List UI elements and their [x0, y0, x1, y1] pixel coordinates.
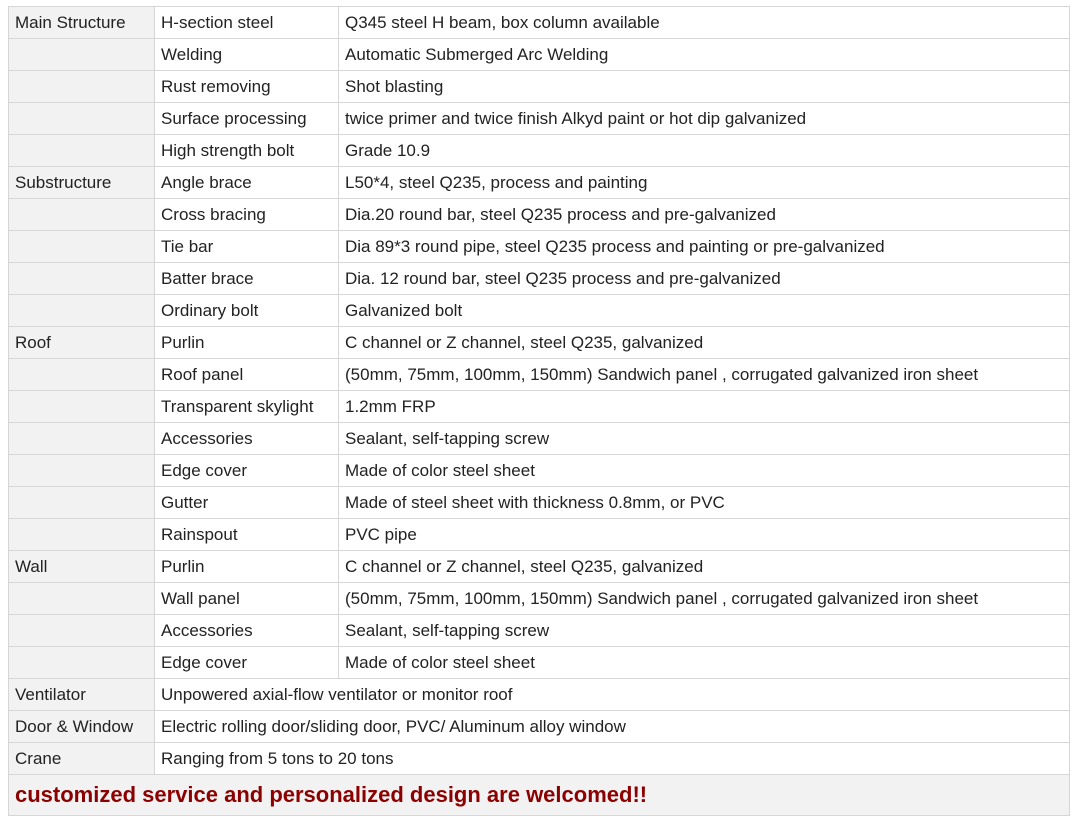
value-cell: Unpowered axial-flow ventilator or monitor roof [155, 679, 1070, 711]
value-cell: (50mm, 75mm, 100mm, 150mm) Sandwich panel , corrugated galvanized iron sheet [339, 583, 1070, 615]
value-cell: Q345 steel H beam, box column available [339, 7, 1070, 39]
category-cell [9, 71, 155, 103]
value-cell: Dia 89*3 round pipe, steel Q235 process and painting or pre-galvanized [339, 231, 1070, 263]
category-cell [9, 39, 155, 71]
value-cell: PVC pipe [339, 519, 1070, 551]
category-cell [9, 455, 155, 487]
value-cell: 1.2mm FRP [339, 391, 1070, 423]
value-cell: Dia. 12 round bar, steel Q235 process and pre-galvanized [339, 263, 1070, 295]
category-cell [9, 231, 155, 263]
table-row [9, 391, 1070, 423]
table-row [9, 135, 1070, 167]
item-cell: Gutter [155, 487, 339, 519]
category-cell: Door & Window [9, 711, 155, 743]
table-row [9, 711, 1070, 743]
item-cell: Edge cover [155, 647, 339, 679]
table-row [9, 39, 1070, 71]
item-cell: Ordinary bolt [155, 295, 339, 327]
item-cell: Edge cover [155, 455, 339, 487]
item-cell: Tie bar [155, 231, 339, 263]
value-cell: Sealant, self-tapping screw [339, 615, 1070, 647]
category-cell [9, 487, 155, 519]
footer-row [9, 775, 1070, 816]
item-cell: Cross bracing [155, 199, 339, 231]
value-cell: L50*4, steel Q235, process and painting [339, 167, 1070, 199]
category-cell: Ventilator [9, 679, 155, 711]
value-cell: Made of color steel sheet [339, 647, 1070, 679]
value-cell: C channel or Z channel, steel Q235, galvanized [339, 551, 1070, 583]
item-cell: Rainspout [155, 519, 339, 551]
item-cell: Purlin [155, 327, 339, 359]
item-cell: H-section steel [155, 7, 339, 39]
item-cell: Purlin [155, 551, 339, 583]
category-cell [9, 199, 155, 231]
value-cell: twice primer and twice finish Alkyd paint or hot dip galvanized [339, 103, 1070, 135]
category-cell [9, 647, 155, 679]
category-cell [9, 263, 155, 295]
item-cell: Rust removing [155, 71, 339, 103]
value-cell: Made of color steel sheet [339, 455, 1070, 487]
table-row [9, 487, 1070, 519]
table-row [9, 71, 1070, 103]
spec-table-container [8, 6, 1069, 816]
table-row [9, 423, 1070, 455]
item-cell: Accessories [155, 615, 339, 647]
value-cell: Galvanized bolt [339, 295, 1070, 327]
category-cell [9, 519, 155, 551]
value-cell: Automatic Submerged Arc Welding [339, 39, 1070, 71]
table-row [9, 295, 1070, 327]
category-cell: Wall [9, 551, 155, 583]
category-cell [9, 103, 155, 135]
table-row [9, 455, 1070, 487]
item-cell: Roof panel [155, 359, 339, 391]
category-cell [9, 615, 155, 647]
item-cell: Welding [155, 39, 339, 71]
category-cell [9, 391, 155, 423]
category-cell [9, 135, 155, 167]
table-row [9, 519, 1070, 551]
value-cell: Dia.20 round bar, steel Q235 process and pre-galvanized [339, 199, 1070, 231]
category-cell [9, 295, 155, 327]
table-row [9, 743, 1070, 775]
table-row [9, 359, 1070, 391]
value-cell: Ranging from 5 tons to 20 tons [155, 743, 1070, 775]
item-cell: High strength bolt [155, 135, 339, 167]
value-cell: Grade 10.9 [339, 135, 1070, 167]
spec-table-body [9, 7, 1070, 775]
value-cell: (50mm, 75mm, 100mm, 150mm) Sandwich panel , corrugated galvanized iron sheet [339, 359, 1070, 391]
table-row [9, 551, 1070, 583]
value-cell: Shot blasting [339, 71, 1070, 103]
item-cell: Wall panel [155, 583, 339, 615]
table-row [9, 231, 1070, 263]
table-row [9, 167, 1070, 199]
item-cell: Surface processing [155, 103, 339, 135]
category-cell [9, 583, 155, 615]
table-row [9, 583, 1070, 615]
value-cell: Sealant, self-tapping screw [339, 423, 1070, 455]
value-cell: Made of steel sheet with thickness 0.8mm, or PVC [339, 487, 1070, 519]
table-row [9, 647, 1070, 679]
value-cell: Electric rolling door/sliding door, PVC/ Aluminum alloy window [155, 711, 1070, 743]
table-row [9, 199, 1070, 231]
category-cell: Main Structure [9, 7, 155, 39]
table-row [9, 679, 1070, 711]
category-cell: Crane [9, 743, 155, 775]
table-row [9, 327, 1070, 359]
value-cell: C channel or Z channel, steel Q235, galvanized [339, 327, 1070, 359]
item-cell: Batter brace [155, 263, 339, 295]
table-row [9, 263, 1070, 295]
spec-table [8, 6, 1070, 816]
item-cell: Transparent skylight [155, 391, 339, 423]
table-row [9, 7, 1070, 39]
category-cell [9, 359, 155, 391]
footer-message: customized service and personalized design are welcomed!! [9, 775, 1070, 816]
category-cell [9, 423, 155, 455]
item-cell: Accessories [155, 423, 339, 455]
table-row [9, 615, 1070, 647]
category-cell: Roof [9, 327, 155, 359]
table-row [9, 103, 1070, 135]
category-cell: Substructure [9, 167, 155, 199]
item-cell: Angle brace [155, 167, 339, 199]
